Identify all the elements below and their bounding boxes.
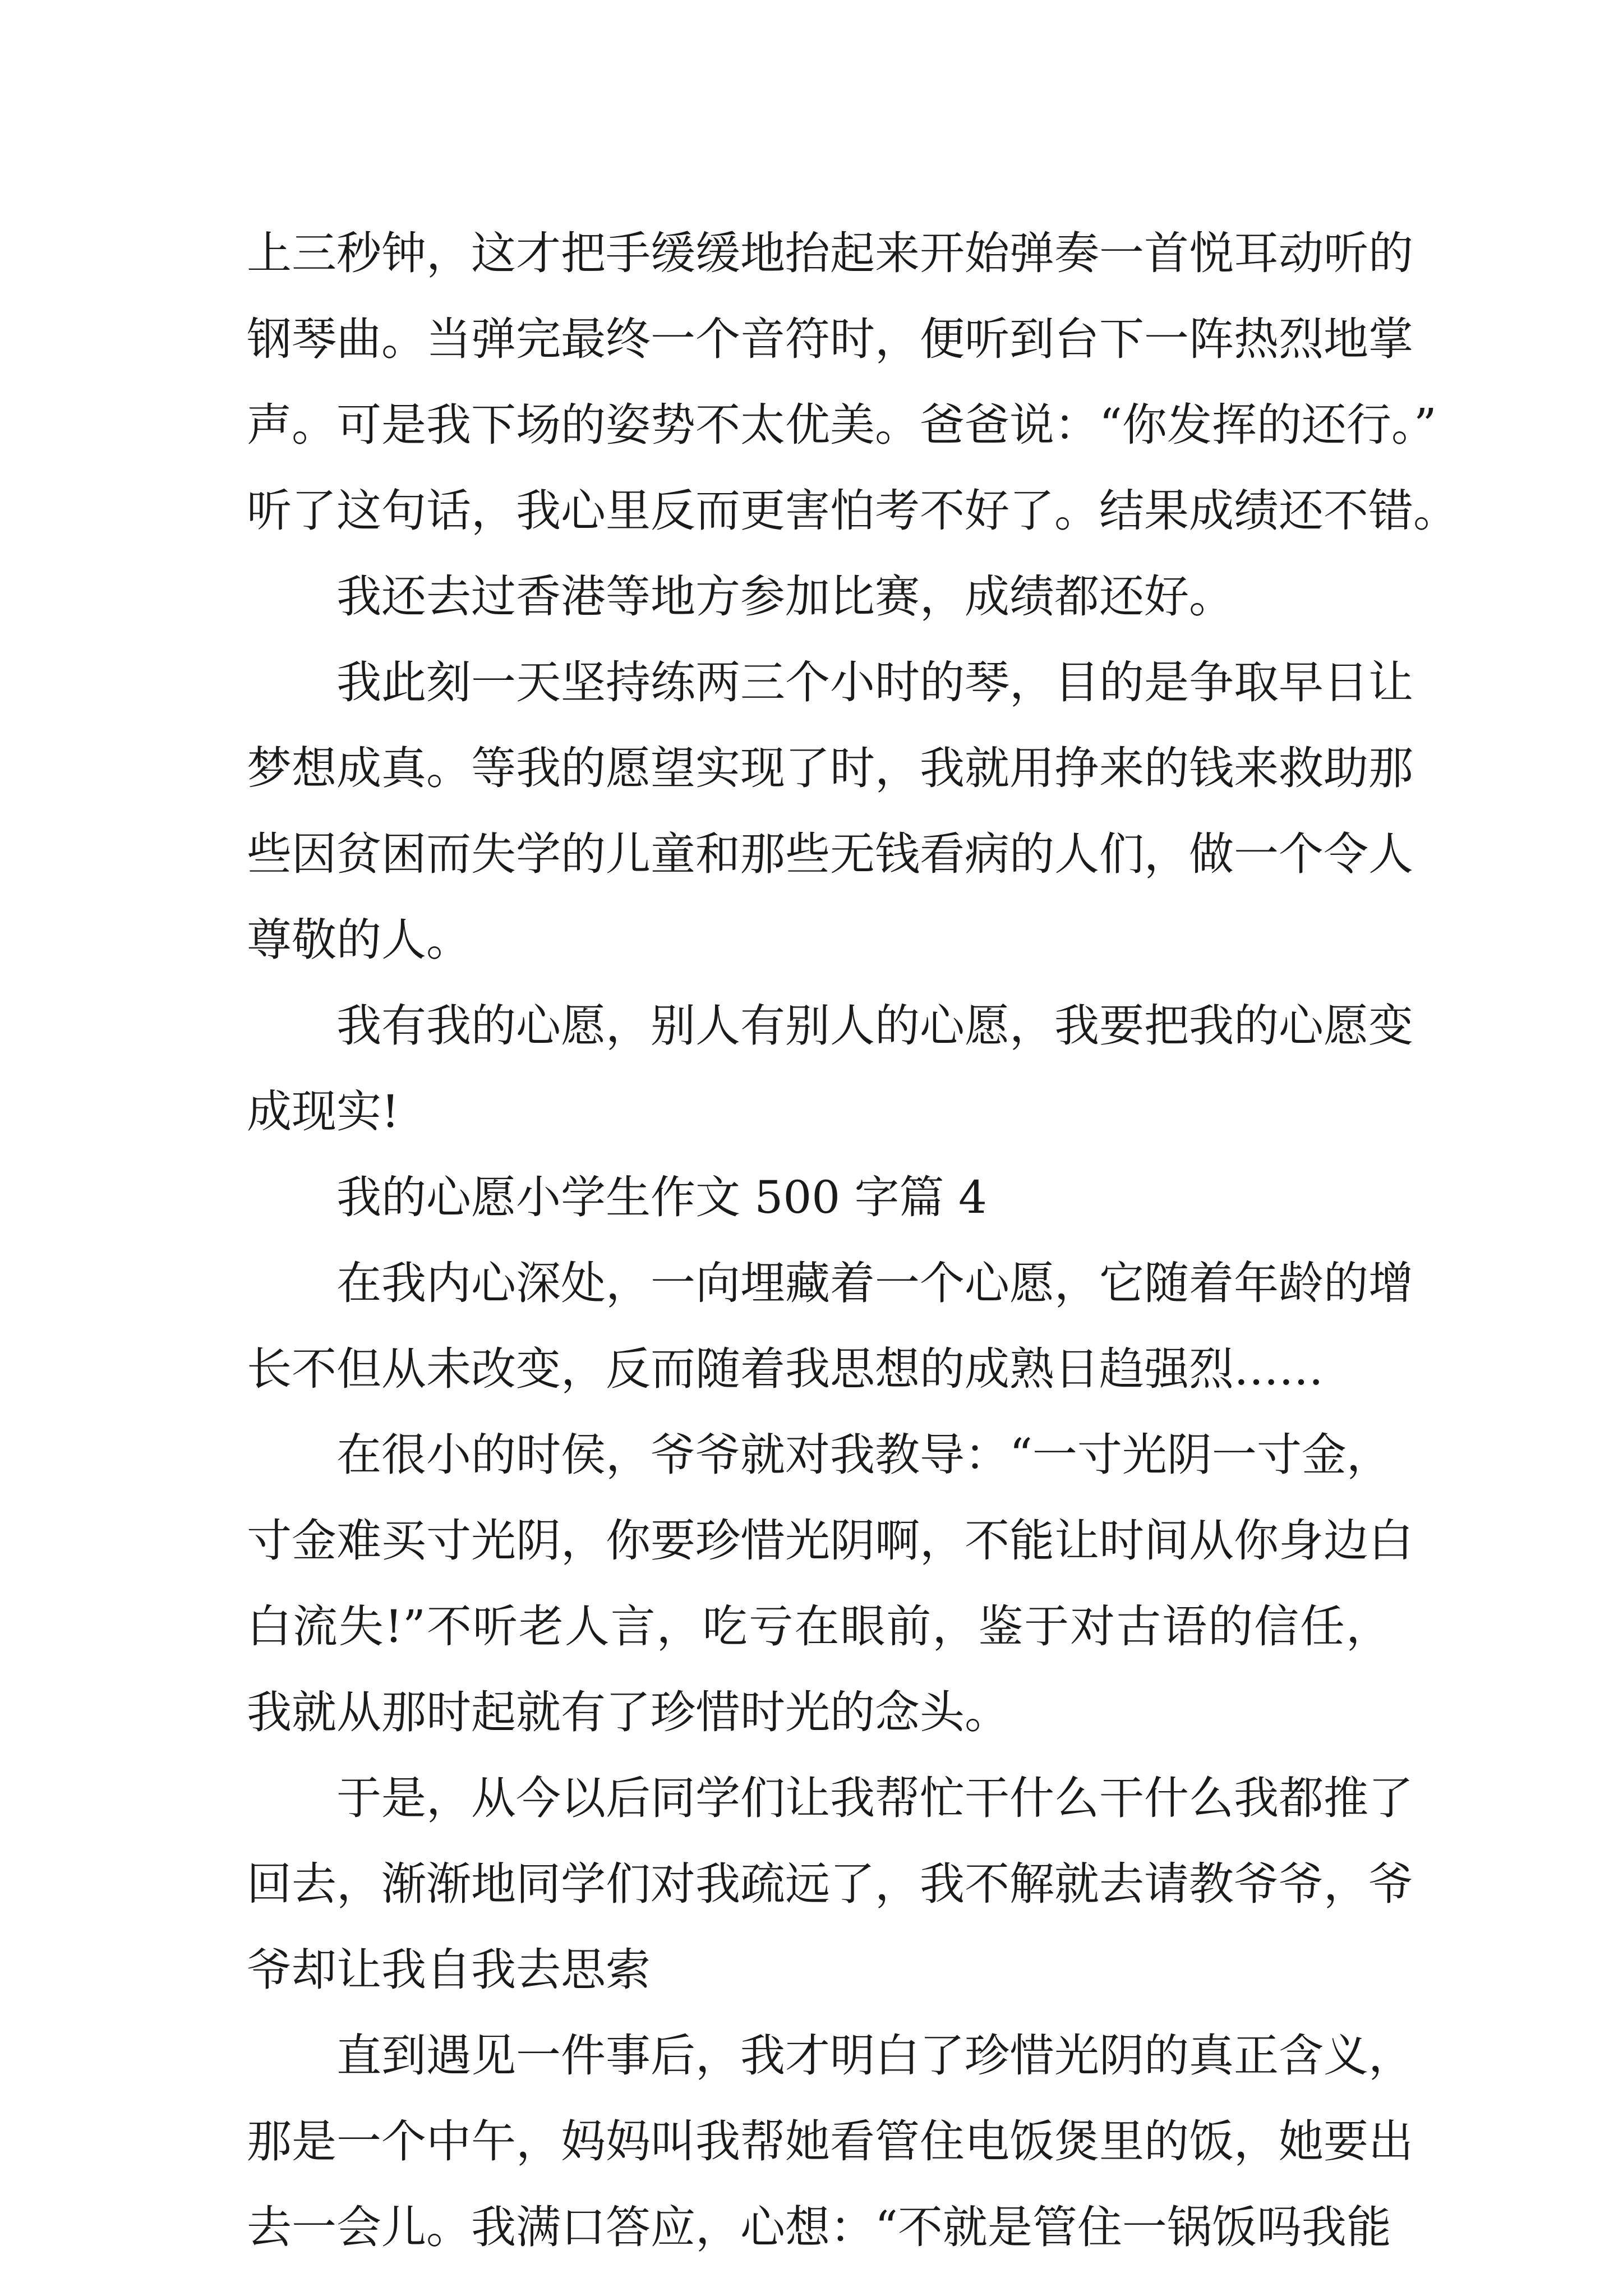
text-line: 长不但从未改变，反而随着我思想的成熟日趋强烈…… (247, 1343, 1324, 1395)
text-line: 我此刻一天坚持练两三个小时的琴，目的是争取早日让 (336, 656, 1413, 708)
text-line: 我的心愿小学生作文 500 字篇 4 (336, 1171, 987, 1223)
text-line: 寸金难买寸光阴，你要珍惜光阴啊，不能让时间从你身边白 (247, 1515, 1413, 1567)
text-line: 在很小的时侯，爷爷就对我教导：“一寸光阴一寸金， (336, 1429, 1391, 1481)
document-body (247, 210, 1458, 2270)
text-line: 那是一个中午，妈妈叫我帮她看管住电饭煲里的饭，她要出 (247, 2115, 1413, 2168)
text-line: 成现实! (247, 1085, 400, 1138)
text-line: 梦想成真。等我的愿望实现了时，我就用挣来的钱来救助那 (247, 742, 1413, 794)
text-line: 些因贫困而失学的儿童和那些无钱看病的人们，做一个令人 (247, 828, 1413, 880)
text-line: 爷却让我自我去思索 (247, 1944, 651, 1996)
text-line: 白流失!”不听老人言，吃亏在眼前，鉴于对古语的信任， (247, 1600, 1391, 1653)
text-line: 回去，渐渐地同学们对我疏远了，我不解就去请教爷爷，爷 (247, 1858, 1413, 1910)
text-line: 我还去过香港等地方参加比赛，成绩都还好。 (336, 570, 1234, 623)
text-line: 尊敬的人。 (247, 914, 471, 966)
text-line: 钢琴曲。当弹完最终一个音符时，便听到台下一阵热烈地掌 (247, 313, 1413, 365)
text-line: 于是，从今以后同学们让我帮忙干什么干什么我都推了 (336, 1772, 1413, 1824)
text-line: 我就从那时起就有了珍惜时光的念头。 (247, 1686, 1009, 1738)
text-line: 在我内心深处，一向埋藏着一个心愿，它随着年龄的增 (336, 1257, 1413, 1309)
text-line: 声。可是我下场的姿势不太优美。爸爸说：“你发挥的还行。” (247, 399, 1437, 451)
text-line: 我有我的心愿，别人有别人的心愿，我要把我的心愿变 (336, 1000, 1413, 1052)
text-line: 去一会儿。我满口答应，心想：“不就是管住一锅饭吗我能 (247, 2201, 1391, 2253)
text-line: 直到遇见一件事后，我才明白了珍惜光阴的真正含义， (336, 2030, 1413, 2082)
text-line: 上三秒钟，这才把手缓缓地抬起来开始弹奏一首悦耳动听的 (247, 227, 1413, 279)
text-line: 听了这句话，我心里反而更害怕考不好了。结果成绩还不错。 (247, 485, 1458, 537)
